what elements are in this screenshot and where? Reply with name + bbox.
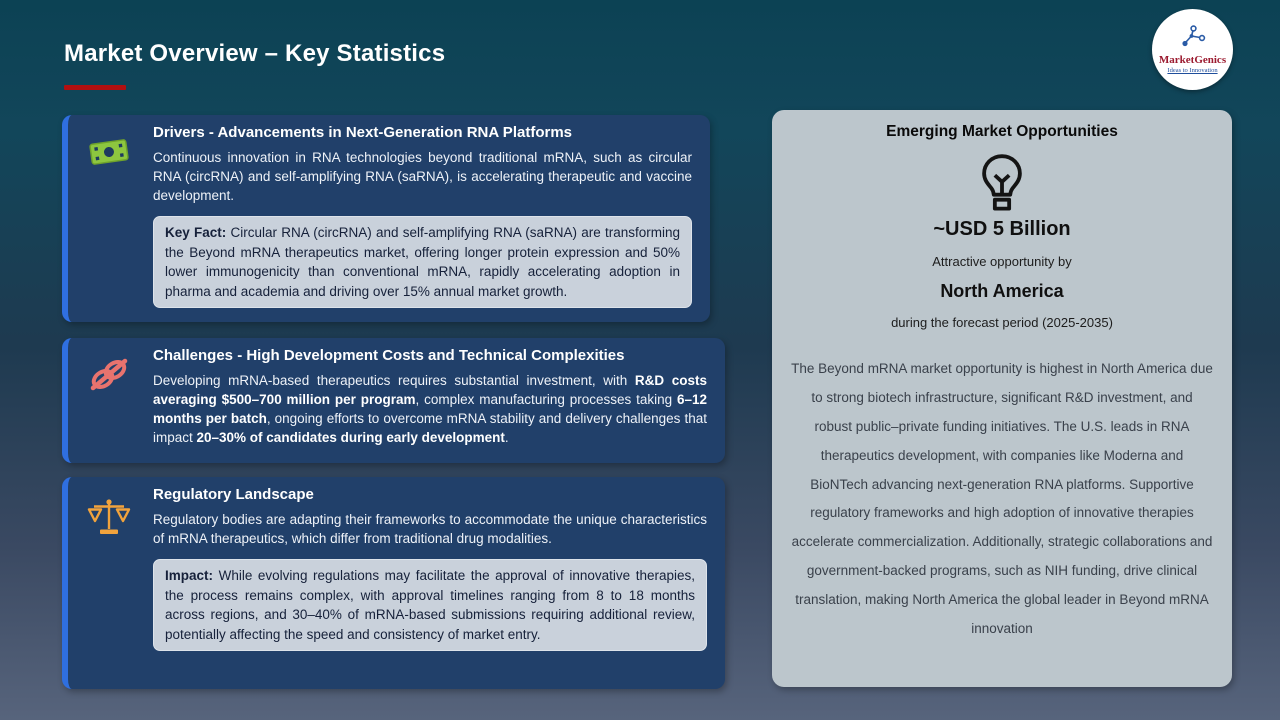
panel-title: Emerging Market Opportunities	[886, 123, 1118, 140]
molecule-icon	[1180, 25, 1206, 54]
card-challenges-heading: Challenges - High Development Costs and Technical Complexities	[153, 347, 625, 364]
opportunity-subtitle: Attractive opportunity by	[932, 254, 1072, 269]
page-title: Market Overview – Key Statistics	[64, 40, 446, 67]
key-fact-callout: Key Fact: Circular RNA (circRNA) and self-amplifying RNA (saRNA) are transforming the Beyond mRNA therapeutics market, offering longer protein expression and 50% lower immunogenicity than conventional mRNA, rapidly accelerating adoption in pharma and academia and driving over 15% annual market growth.	[153, 216, 692, 308]
card-drivers	[62, 115, 710, 322]
logo-tagline: Ideas to Innovation	[1167, 67, 1218, 75]
lightbulb-icon	[788, 152, 1216, 214]
impact-callout: Impact: While evolving regulations may facilitate the approval of innovative therapies, the process remains complex, with approval timelines ranging from 8 to 18 months across regions, and 30–40% of mRNA-based submissions requiring additional review, potentially affecting the speed and consistency of market entry.	[153, 559, 707, 651]
opportunity-period: during the forecast period (2025-2035)	[891, 315, 1113, 330]
broken-link-icon	[86, 352, 132, 398]
emerging-opportunities-panel	[772, 110, 1232, 687]
card-drivers-heading: Drivers - Advancements in Next-Generation RNA Platforms	[153, 124, 572, 141]
logo-name: MarketGenics	[1158, 53, 1227, 66]
title-underline-accent	[64, 85, 126, 90]
card-drivers-body: Continuous innovation in RNA technologies beyond traditional mRNA, such as circular RNA (circRNA) and self-amplifying RNA (saRNA), is accelerating therapeutic and vaccine development.	[153, 150, 692, 203]
card-regulatory	[62, 477, 725, 689]
card-challenges	[62, 338, 725, 463]
banknote-icon	[86, 129, 132, 175]
marketgenics-logo	[1152, 9, 1233, 90]
opportunity-value: ~USD 5 Billion	[933, 218, 1071, 240]
opportunity-description: The Beyond mRNA market opportunity is highest in North America due to strong biotech infrastructure, significant R&D investment, and robust public–private funding initiatives. The U.S. leads in RNA therapeutics development, with companies like Moderna and BioNTech advancing next-generation RNA platforms. Supportive regulatory frameworks and high adoption of innovative therapies accelerate commercialization. Additionally, strategic collaborations and government-backed programs, such as NIH funding, drive clinical translation, making North America the global leader in Beyond mRNA innovation	[791, 361, 1213, 636]
card-regulatory-body: Regulatory bodies are adapting their frameworks to accommodate the unique characteristics of mRNA therapeutics, which differ from traditional drug modalities.	[153, 512, 707, 546]
opportunity-region: North America	[940, 281, 1064, 301]
card-regulatory-heading: Regulatory Landscape	[153, 486, 314, 503]
card-challenges-body: Developing mRNA-based therapeutics requires substantial investment, with R&D costs averaging $500–700 million per program, complex manufacturing processes taking 6–12 months per batch, ongoing efforts to overcome mRNA stability and delivery challenges that impact 20–30% of candidates during early development.	[153, 373, 708, 445]
scales-icon	[86, 495, 132, 541]
